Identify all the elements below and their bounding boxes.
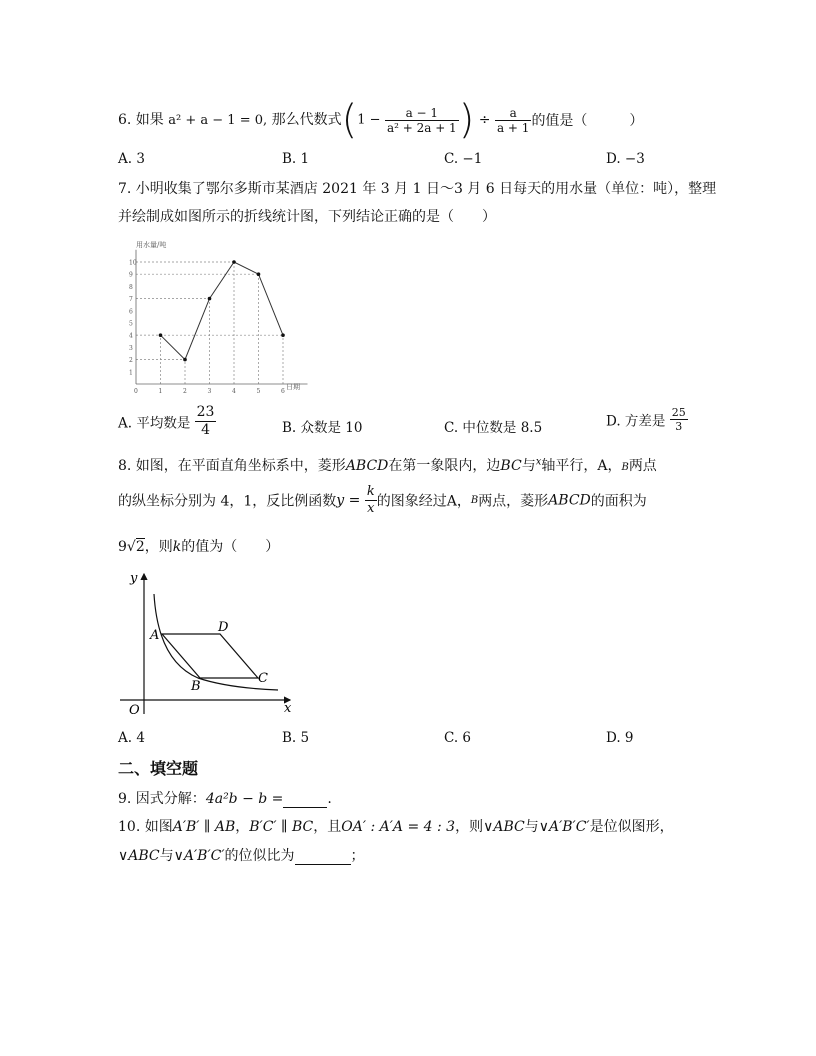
chart-data-point	[257, 272, 261, 276]
q8-abcd: ABCD	[345, 458, 389, 474]
q8-text-3b: ，则	[144, 539, 173, 555]
q8-line-2	[118, 484, 647, 517]
q8-option-c[interactable]: C. 6	[444, 730, 472, 746]
q8-k: k	[172, 539, 182, 555]
q8-nine: 9	[118, 539, 127, 555]
q8-text-3c: 的值为（ ）	[181, 539, 280, 555]
section-2-heading: 二、填空题	[118, 759, 199, 778]
q7-option-d-numerator: 25	[671, 406, 686, 419]
chart-y-tick-label: 8	[129, 283, 133, 291]
q6-frac1-denominator: a² + 2a + 1	[386, 120, 457, 135]
q10-line-2	[118, 845, 365, 865]
point-c-label: C	[258, 671, 268, 686]
q8-abcd-2: ABCD	[548, 492, 591, 509]
q10-triangle-abc: ∨ABC	[483, 819, 525, 835]
question-6	[118, 97, 644, 143]
q8-line-3	[118, 536, 279, 556]
chart-y-tick-label: 10	[129, 259, 137, 267]
q6-prefix: 6. 如果	[118, 112, 164, 128]
chart-data-point	[208, 297, 212, 301]
q8-text-2a: 的纵坐标分别为 4，1，反比例函数	[118, 493, 337, 510]
rhombus-abcd	[162, 634, 258, 678]
q10-text-2a: 与	[159, 848, 174, 864]
q7-option-a-numerator: 23	[196, 404, 215, 420]
q6-divide: ÷	[478, 112, 491, 128]
q10-answer-blank[interactable]	[295, 848, 351, 865]
q8-text-1c: 与	[521, 458, 536, 474]
y-axis-label: y	[130, 571, 138, 586]
chart-y-tick-label: 6	[129, 308, 133, 316]
q10-text-1e: 与	[524, 819, 539, 835]
q7-option-a-fraction	[195, 404, 217, 439]
q10-text-1c: ，且	[313, 819, 342, 835]
chart-x-tick-label: 4	[232, 388, 236, 395]
q8-text-2b: 的图象经过A，	[376, 493, 471, 510]
q10-bc-parallel: B′C′ ∥ BC	[249, 819, 314, 835]
q6-right-paren: )	[458, 97, 475, 143]
question-9	[118, 788, 332, 808]
q8-bc: BC	[500, 458, 522, 474]
chart-y-tick-label: 7	[129, 296, 133, 304]
q10-semicolon: ；	[350, 848, 365, 864]
q8-k-over-x	[365, 484, 377, 517]
q7-line-2: 并绘制成如图所示的折线统计图，下列结论正确的是（ ）	[118, 209, 496, 225]
q6-frac2-numerator: a	[509, 105, 517, 120]
q8-text-2c: 两点，菱形	[478, 493, 549, 510]
sqrt-icon: √	[126, 539, 136, 555]
q7-option-d-fraction	[670, 406, 688, 433]
x-axis-label: x	[284, 701, 292, 716]
q8-text-1b: 在第一象限内，边	[388, 458, 501, 474]
q7-option-c[interactable]: C. 中位数是 8.5	[444, 420, 543, 436]
q6-one-minus: 1 −	[357, 112, 381, 128]
q10-triangle-a1b1c1: ∨A′B′C′	[538, 819, 590, 835]
point-b-label: B	[191, 679, 201, 694]
q6-mid: 那么代数式	[271, 112, 342, 128]
chart-y-tick-label: 5	[129, 320, 133, 328]
q10-line-1	[118, 816, 674, 836]
chart-data-point	[232, 260, 236, 264]
q7-line-chart	[118, 236, 308, 396]
q6-frac1-numerator: a − 1	[405, 105, 439, 120]
q6-fraction-1	[385, 106, 459, 135]
chart-x-tick-label: 3	[207, 388, 212, 395]
q8-x-denominator: x	[365, 500, 377, 517]
q6-equation: a² + a − 1 = 0,	[168, 113, 268, 128]
q9-period: .	[327, 791, 332, 807]
q9-expression: 4a²b − b =	[205, 791, 284, 807]
chart-y-tick-label: 2	[129, 357, 133, 365]
q8-text-2d: 的面积为	[590, 493, 647, 510]
chart-y-tick-label: 1	[129, 369, 133, 377]
origin-label: O	[129, 703, 140, 718]
chart-y-tick-label: 9	[129, 271, 133, 279]
q8-b-2: B	[470, 495, 479, 506]
q6-fraction-2	[495, 106, 531, 135]
q8-k-numerator: k	[366, 484, 375, 499]
q8-option-a[interactable]: A. 4	[118, 730, 145, 746]
q10-text-1a: 10. 如图	[118, 819, 173, 835]
q8-option-d[interactable]: D. 9	[606, 730, 634, 746]
q10-text-1d: ，则	[455, 819, 484, 835]
q7-option-d-denominator: 3	[670, 419, 688, 433]
chart-xlabel: 日期	[286, 383, 300, 391]
q10-triangle-abc-2: ∨ABC	[118, 848, 160, 864]
chart-x-tick-label: 0	[134, 388, 138, 395]
q7-option-a[interactable]	[118, 404, 216, 439]
q8-text-1e: 两点	[628, 458, 657, 474]
q7-option-a-denominator: 4	[195, 421, 217, 439]
q8-sqrt-2: 2	[135, 539, 145, 555]
q9-answer-blank[interactable]	[283, 791, 327, 808]
q6-suffix: 的值是（ ）	[531, 113, 644, 129]
q8-line-1	[118, 455, 657, 475]
q7-option-d-prefix: D. 方差是	[606, 413, 666, 430]
q8-rhombus-figure	[118, 566, 298, 721]
chart-x-tick-label: 6	[281, 388, 285, 395]
q10-ratio: OA′ : A′A = 4 : 3	[341, 819, 456, 835]
chart-data-point	[281, 333, 285, 337]
q6-option-d[interactable]: D. −3	[606, 151, 645, 167]
q8-text-1a: 8. 如图，在平面直角坐标系中，菱形	[118, 458, 346, 474]
q7-option-a-prefix: A. 平均数是	[118, 415, 191, 432]
q6-frac2-denominator: a + 1	[496, 120, 530, 135]
q10-text-1f: 是位似图形，	[589, 819, 674, 835]
q6-option-c[interactable]: C. −1	[444, 151, 483, 167]
chart-data-point	[183, 358, 187, 362]
q10-triangle-a1b1c1-2: ∨A′B′C′	[173, 848, 225, 864]
q7-option-b[interactable]: B. 众数是 10	[282, 420, 363, 436]
chart-x-tick-label: 5	[256, 388, 261, 395]
chart-data-point	[159, 333, 163, 337]
q10-text-2b: 的位似比为	[224, 848, 295, 864]
q6-left-paren: (	[341, 97, 358, 143]
chart-series-line	[161, 262, 284, 360]
q8-y-eq: y =	[336, 492, 361, 509]
chart-ylabel: 用水量/吨	[136, 241, 167, 249]
chart-y-tick-label: 4	[129, 332, 133, 340]
point-a-label: A	[150, 628, 160, 643]
q8-b: B	[621, 462, 629, 473]
chart-x-tick-label: 2	[183, 388, 187, 395]
q6-option-a[interactable]: A. 3	[118, 151, 145, 167]
q6-option-b[interactable]: B. 1	[282, 151, 310, 167]
chart-x-tick-label: 1	[158, 388, 163, 395]
q8-text-1d: 轴平行，A，	[541, 458, 622, 474]
q10-ab-parallel: A′B′ ∥ AB	[172, 819, 236, 835]
q9-prefix: 9. 因式分解：	[118, 791, 206, 807]
chart-y-tick-label: 3	[129, 344, 133, 352]
q10-text-1b: ，	[235, 819, 250, 835]
q8-x: x	[535, 456, 542, 468]
q7-option-d[interactable]	[606, 406, 688, 433]
point-d-label: D	[218, 620, 229, 635]
q8-option-b[interactable]: B. 5	[282, 730, 310, 746]
q7-line-1: 7. 小明收集了鄂尔多斯市某酒店 2021 年 3 月 1 日～3 月 6 日每天的用水量（单位：吨），整理	[118, 181, 717, 197]
